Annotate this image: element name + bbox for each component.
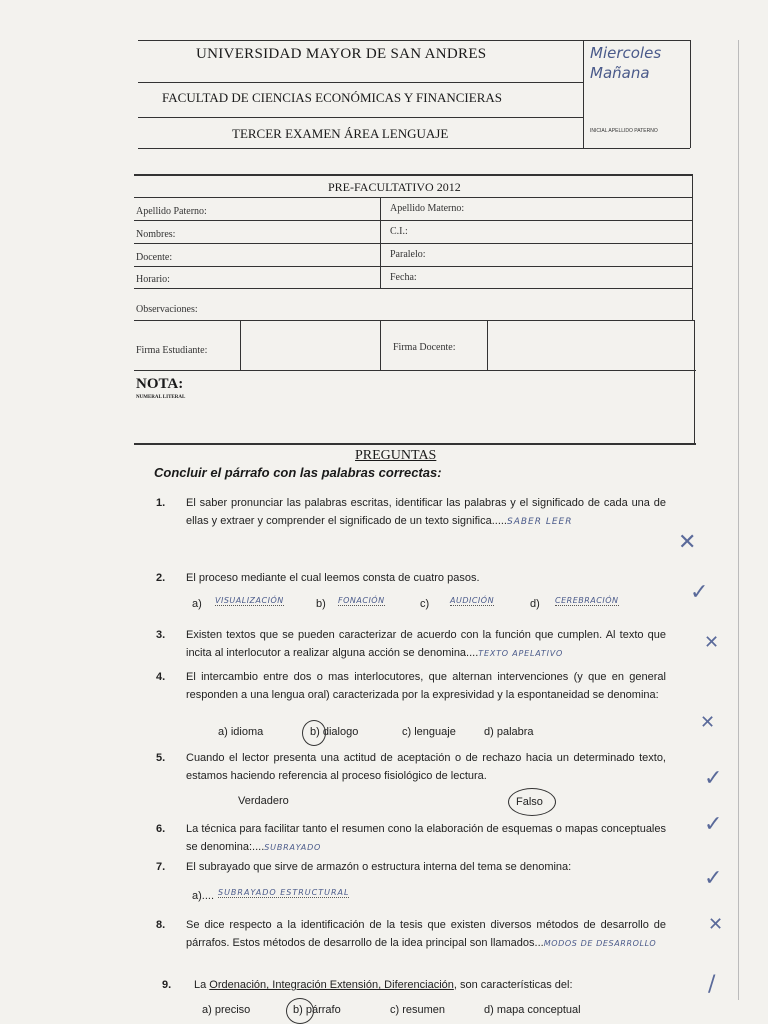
question-text: El subrayado que sirve de armazón o estructura interna del tema se denomina:: [186, 861, 572, 873]
nota-sublabel: NUMERAL LITERAL: [136, 395, 186, 400]
label-nombres: Nombres:: [136, 229, 176, 240]
question-text: La Ordenación, Integración Extensión, Diferenciación, son características del:: [194, 979, 573, 991]
faculty-title: FACULTAD DE CIENCIAS ECONÓMICAS Y FINANCIERAS: [162, 90, 502, 105]
answer-prefix: a)....: [192, 890, 215, 902]
question-number: 9.: [162, 979, 172, 991]
questions-instruction: Concluir el párrafo con las palabras correctas:: [154, 465, 442, 480]
option-c: c) lenguaje: [402, 726, 456, 738]
question-number: 1.: [156, 497, 166, 509]
label-horario: Horario:: [136, 274, 170, 285]
question-number: 4.: [156, 671, 166, 683]
question-number: 7.: [156, 861, 166, 873]
option-verdadero: Verdadero: [238, 795, 289, 807]
question-5: [150, 749, 670, 787]
question-text: La técnica para facilitar tanto el resumen cono la elaboración de esquemas o mapas conceptuales se denomina:....SUBRAYADO: [186, 823, 666, 853]
answer-b: FONACIÓN: [338, 596, 385, 605]
label-firma-docente: Firma Docente:: [393, 342, 456, 353]
question-text: Existen textos que se pueden caracterizar de acuerdo con la función que cumplen. Al texto que incita al interlocutor a realizar alguna acción se denomina....TEXTO APELATIVO: [186, 629, 666, 659]
initial-label: INICIAL APELLIDO PATERNO: [590, 128, 658, 134]
question-7: [150, 858, 670, 878]
exam-title: TERCER EXAMEN ÁREA LENGUAJE: [232, 126, 449, 141]
label-ci: C.I.:: [390, 226, 408, 237]
university-title: UNIVERSIDAD MAYOR DE SAN ANDRES: [196, 46, 487, 62]
handwritten-shift: Mañana: [590, 64, 650, 82]
selected-circle: [286, 998, 314, 1024]
check-mark-2: ✓: [690, 580, 709, 605]
option-a: a): [192, 598, 202, 610]
question-6: [150, 820, 670, 858]
form-title: PRE-FACULTATIVO 2012: [328, 180, 461, 194]
question-9: [150, 976, 670, 996]
option-d: d): [530, 598, 540, 610]
question-text: Cuando el lector presenta una actitud de aceptación o de rechazo hacia un determinado texto, estamos haciendo referencia al proceso fisiológico de lectura.: [186, 752, 666, 782]
label-paralelo: Paralelo:: [390, 249, 426, 260]
answer-a: VISUALIZACIÓN: [215, 596, 284, 605]
answer-text: TEXTO APELATIVO: [478, 649, 564, 658]
question-8: [150, 916, 670, 954]
selected-circle: [302, 720, 326, 746]
label-firma-estudiante: Firma Estudiante:: [136, 345, 208, 356]
handwritten-day: Miercoles: [590, 44, 662, 62]
question-number: 8.: [156, 919, 166, 931]
check-mark-7: ✓: [704, 866, 723, 891]
question-text: El intercambio entre dos o mas interlocutores, que alternan intervenciones (y que en general responden a una lengua oral) caracterizada por la expresividad y la espontaneidad se denomina:: [186, 671, 666, 701]
question-text: Se dice respecto a la identificación de la tesis que existen diversos métodos de desarrollo de párrafos. Estos métodos de desarrollo de la idea principal son llamados...MODOS DE DESARROLLO: [186, 919, 666, 949]
question-1: [150, 494, 670, 550]
answer-text: SUBRAYADO ESTRUCTURAL: [218, 888, 350, 897]
label-fecha: Fecha:: [390, 272, 417, 283]
question-number: 3.: [156, 629, 166, 641]
question-text: El saber pronunciar las palabras escritas, identificar las palabras y el significado de cada una de ellas y extraer y comprender el significado de un texto significa.....SABER LEER: [186, 497, 666, 527]
option-a: a) preciso: [202, 1004, 251, 1016]
underlined-terms: Ordenación, Integración Extensión, Diferenciación: [209, 979, 454, 991]
option-b: b) párrafo: [293, 1004, 341, 1016]
option-c: c) resumen: [390, 1004, 446, 1016]
option-b: b): [316, 598, 326, 610]
wrong-mark-4: ✕: [700, 712, 716, 733]
check-mark-5: ✓: [704, 766, 723, 791]
option-d: d) mapa conceptual: [484, 1004, 581, 1016]
question-text: El proceso mediante el cual leemos consta de cuatro pasos.: [186, 572, 480, 584]
answer-text: SABER LEER: [507, 517, 573, 527]
selected-circle: [508, 788, 556, 816]
wrong-mark-1: ✕: [678, 530, 697, 555]
option-b: b) dialogo: [310, 726, 359, 738]
answer-d: CEREBRACIÓN: [555, 596, 619, 605]
option-d: d) palabra: [484, 726, 534, 738]
question-number: 2.: [156, 572, 166, 584]
scan-margin-line: [738, 40, 739, 1000]
label-observaciones: Observaciones:: [136, 304, 198, 315]
option-falso: Falso: [516, 796, 543, 808]
questions-title: PREGUNTAS: [355, 448, 437, 463]
question-number: 5.: [156, 752, 166, 764]
question-2: [150, 569, 670, 613]
answer-c: AUDICIÓN: [450, 596, 495, 605]
wrong-mark-3: ✕: [704, 632, 720, 653]
question-4: [150, 668, 670, 722]
wrong-mark-8: ✕: [708, 914, 724, 935]
nota-label: NOTA:: [136, 376, 184, 392]
check-mark-6: ✓: [704, 812, 723, 837]
label-apellido-paterno: Apellido Paterno:: [136, 206, 207, 217]
label-apellido-materno: Apellido Materno:: [390, 203, 465, 214]
question-3: [150, 626, 670, 664]
answer-text: SUBRAYADO: [264, 843, 322, 852]
option-a: a) idioma: [218, 726, 264, 738]
answer-text: MODOS DE DESARROLLO: [543, 939, 657, 948]
question-number: 6.: [156, 823, 166, 835]
label-docente: Docente:: [136, 252, 173, 263]
option-c: c): [420, 598, 430, 610]
slash-mark-9: /: [708, 972, 716, 997]
